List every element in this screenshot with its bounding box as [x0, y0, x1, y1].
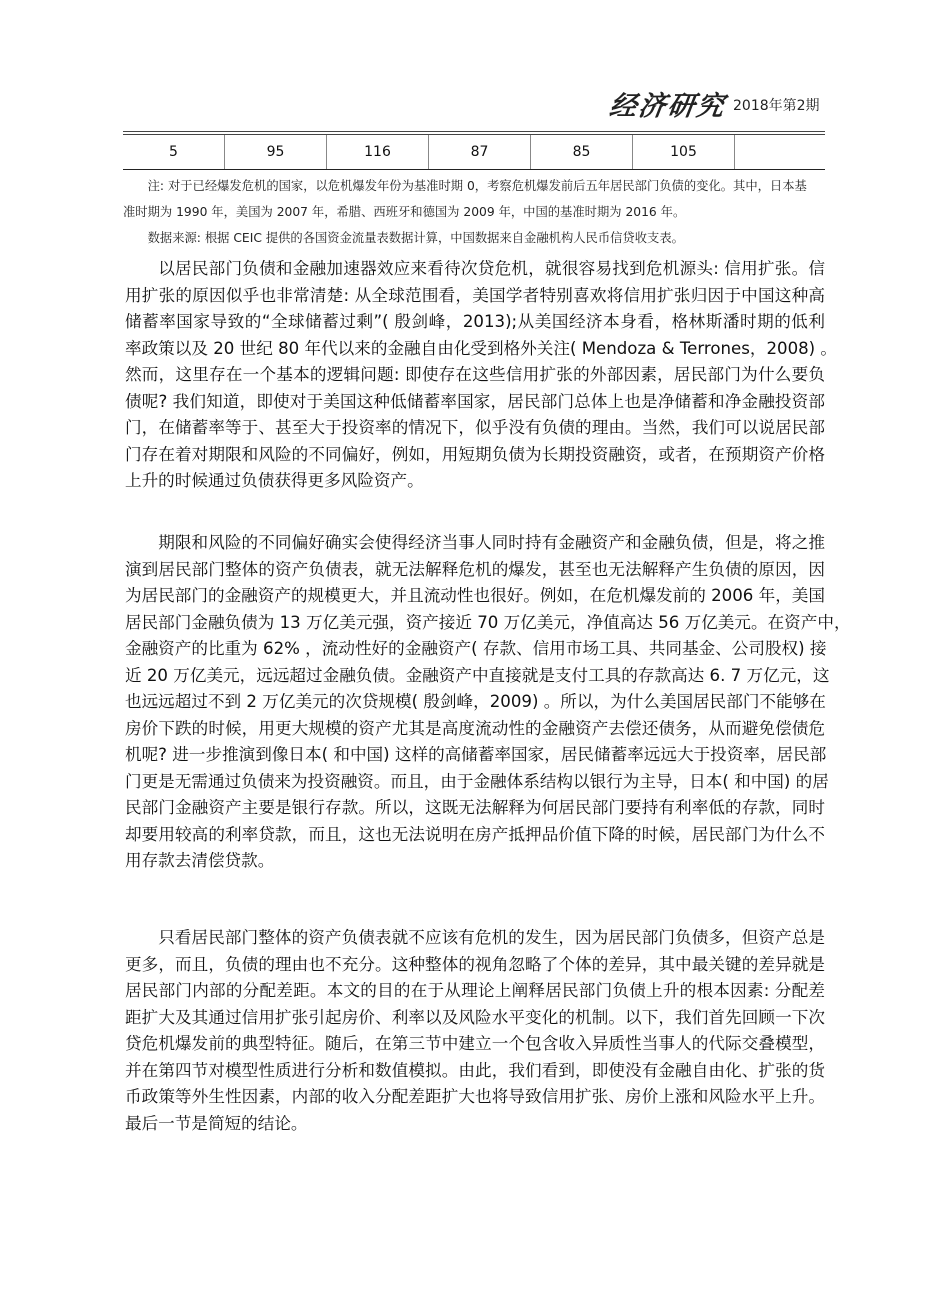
- issue-label: 2018年第2期: [733, 98, 820, 114]
- text-line: 用存款去清偿贷款。: [125, 851, 275, 870]
- text-line: 然而，这里存在一个基本的逻辑问题: 即使存在这些信用扩张的外部因素，居民部门为什么要负: [125, 365, 825, 384]
- text-line: 机呢? 进一步推演到像日本( 和中国) 这样的高储蓄率国家，居民储蓄率远远大于投资率，居民部: [125, 745, 827, 764]
- header-rule: [123, 131, 825, 132]
- table-note: 注: 对于已经爆发危机的国家，以危机爆发年份为基准时期 0，考察危机爆发前后五年居民部门负债的变化。其中，日本基: [147, 179, 807, 193]
- text-line: 储蓄率国家导致的“全球储蓄过剩”( 殷剑峰，2013);从美国经济本身看，格林斯潘时期的低利: [125, 312, 825, 331]
- body-paragraph: [125, 925, 825, 1137]
- text-line: 以居民部门负债和金融加速器效应来看待次贷危机，就很容易找到危机源头: 信用扩张。信: [158, 259, 825, 278]
- text-line: 上升的时候通过负债获得更多风险资产。: [125, 471, 424, 490]
- text-line: 距扩大及其通过信用扩张引起房价、利率以及风险水平变化的机制。以下，我们首先回顾一下次: [125, 1007, 825, 1027]
- text-line: 近 20 万亿美元，远远超过金融负债。金融资产中直接就是支付工具的存款高达 6. 7 万亿元，这: [125, 665, 830, 685]
- table-cell: 116: [327, 135, 429, 169]
- text-line: 门，在储蓄率等于、甚至大于投资率的情况下，似乎没有负债的理由。当然，我们可以说居民部: [125, 418, 825, 437]
- text-line: 期限和风险的不同偏好确实会使得经济当事人同时持有金融资产和金融负债，但是，将之推: [158, 533, 825, 552]
- text-line: 居民部门内部的分配差距。本文的目的在于从理论上阐释居民部门负债上升的根本因素: 分配差: [125, 981, 825, 1000]
- text-line: 门存在着对期限和风险的不同偏好，例如，用短期负债为长期投资融资，或者，在预期资产价格: [125, 444, 825, 464]
- text-line: 币政策等外生性因素，内部的收入分配差距扩大也将导致信用扩张、房价上涨和风险水平上升。: [125, 1087, 825, 1106]
- body-paragraph: [125, 256, 838, 495]
- journal-logo: 经济研究: [607, 91, 728, 122]
- table-cell: 95: [225, 135, 327, 169]
- text-line: 债呢? 我们知道，即使对于美国这种低储蓄率国家，居民部门总体上也是净储蓄和净金融投资部: [125, 391, 825, 411]
- table-cell: 85: [531, 135, 633, 169]
- text-line: 为居民部门的金融资产的规模更大，并且流动性也很好。例如，在危机爆发前的 2006 年，美国: [125, 586, 825, 605]
- text-line: 最后一节是简短的结论。: [125, 1113, 308, 1133]
- table-cell: 5: [123, 135, 225, 169]
- text-line: 门更是无需通过负债来为投资融资。而且，由于金融体系结构以银行为主导，日本( 和中国) 的居: [125, 771, 829, 791]
- table-cell: 87: [429, 135, 531, 169]
- text-line: 演到居民部门整体的资产负债表，就无法解释危机的爆发，甚至也无法解释产生负债的原因，因: [125, 559, 825, 579]
- text-line: 用扩张的原因似乎也非常清楚: 从全球范围看，美国学者特别喜欢将信用扩张归因于中国这种高: [125, 285, 825, 305]
- text-line: 民部门金融资产主要是银行存款。所以，这既无法解释为何居民部门要持有利率低的存款，同时: [125, 798, 825, 817]
- text-line: 只看居民部门整体的资产负债表就不应该有危机的发生，因为居民部门负债多，但资产总是: [158, 928, 825, 947]
- text-line: 却要用较高的利率贷款，而且，这也无法说明在房产抵押品价值下降的时候，居民部门为什么不: [125, 824, 825, 844]
- text-line: 也远远超过不到 2 万亿美元的次贷规模( 殷剑峰，2009) 。所以，为什么美国居民部门不能够在: [125, 692, 826, 711]
- text-line: 居民部门金融负债为 13 万亿美元强，资产接近 70 万亿美元，净值高达 56 万亿美元。在资产中，: [125, 612, 851, 632]
- table-note: 准时期为 1990 年，美国为 2007 年，希腊、西班牙和德国为 2009 年，中国的基准时期为 2016 年。: [123, 205, 686, 219]
- table-cell: 105: [633, 135, 735, 169]
- table-row: [123, 134, 825, 170]
- text-line: 贷危机爆发前的典型特征。随后，在第三节中建立一个包含收入异质性当事人的代际交叠模型，: [125, 1034, 825, 1053]
- text-line: 房价下跌的时候，用更大规模的资产尤其是高度流动性的金融资产去偿还债务，从而避免偿债危: [125, 718, 825, 738]
- text-line: 并在第四节对模型性质进行分析和数值模拟。由此，我们看到，即使没有金融自由化、扩张的货: [125, 1060, 825, 1080]
- table-cell: [735, 135, 825, 169]
- body-paragraph: [125, 530, 851, 875]
- text-line: 金融资产的比重为 62% ，流动性好的金融资产( 存款、信用市场工具、共同基金、公司股权) 接: [125, 639, 827, 658]
- text-line: 更多，而且，负债的理由也不充分。这种整体的视角忽略了个体的差异，其中最关键的差异就是: [125, 954, 825, 974]
- text-line: 率政策以及 20 世纪 80 年代以来的金融自由化受到格外关注( Mendoza & Terrones，2008) 。: [125, 338, 838, 358]
- data-source-note: 数据来源: 根据 CEIC 提供的各国资金流量表数据计算，中国数据来自金融机构人民币信贷收支表。: [147, 231, 684, 245]
